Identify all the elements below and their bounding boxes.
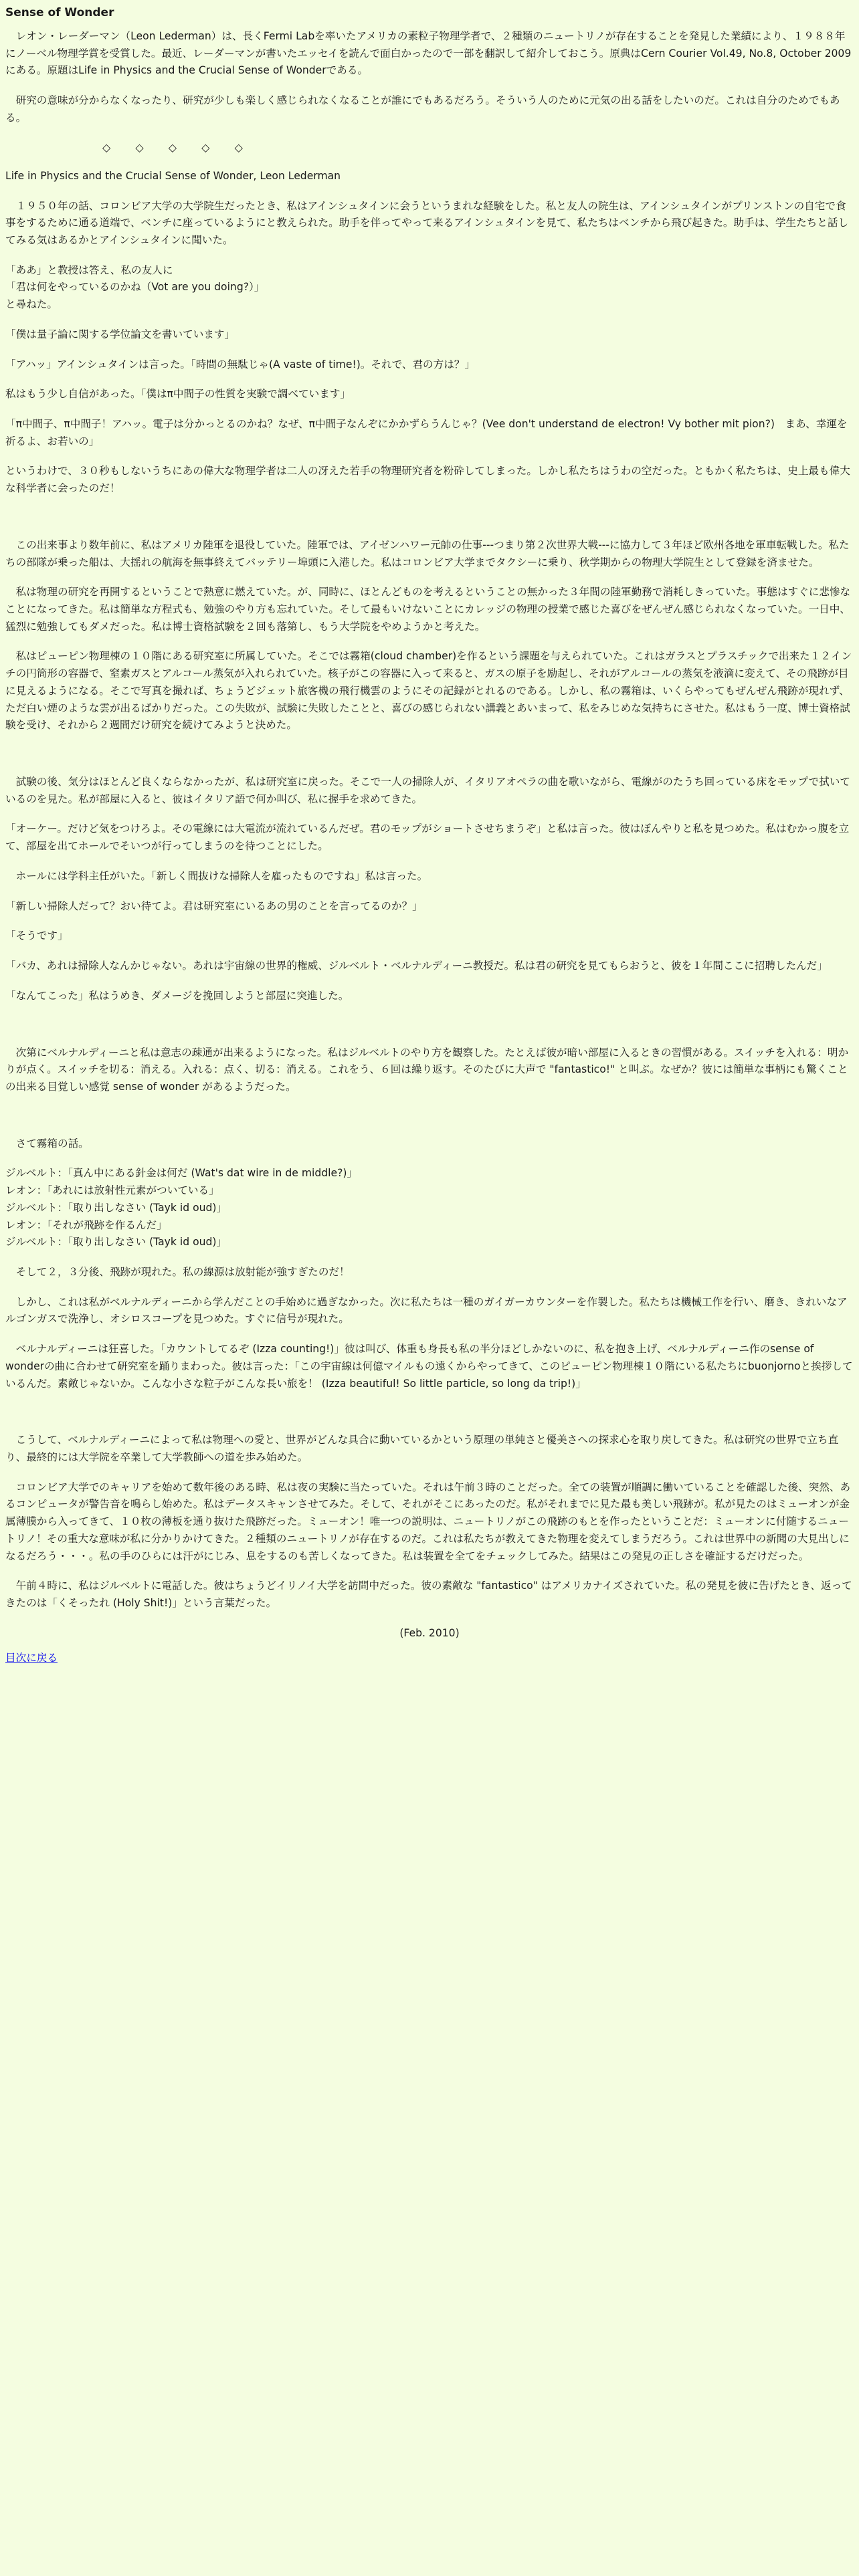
essay-paragraph: さて霧箱の話。 bbox=[5, 1137, 89, 1150]
essay-paragraph: 午前４時に、私はジルベルトに電話した。彼はちょうどイリノイ大学を訪問中だった。彼の素敵な "fantastico" はアメリカナイズされていた。私の発見を彼に告げたとき、返ってきたのは「くそったれ (Holy Shit!)」という言葉だった。 bbox=[5, 1580, 852, 1610]
dialog-line: ジルベルト：「取り出しなさい (Tayk id oud)」 bbox=[5, 1236, 227, 1249]
dialog-line: ジルベルト：「真ん中にある針金は何だ (Wat's dat wire in de middle?)」 bbox=[5, 1167, 358, 1180]
essay-paragraph: コロンビア大学でのキャリアを始めて数年後のある時、私は夜の実験に当たっていた。それは午前３時のことだった。全ての装置が順調に働いていることを確認した後、突然、あるコンピュータが警告音を鳴らし始めた。私はデータスキャンさせてみた。そして、それがそこにあったのだ。私がそれまでに見た最も美しい飛跡が。私が見たのはミューオンが金属薄膜から入ってきて、１０枚の薄板を通り抜けた飛跡だった。ミューオン！唯一つの説明は、ニュートリノがこの飛跡のもとを作ったということだ：ミューオンに付随するニュートリノ！その重大な意味が私に分かりかけてきた。２種類のニュートリノが存在するのだ。これは私たちが教えてきた物理を変えてしまうだろう。これは世界中の新聞の大見出しになるだろう・・・。私の手のひらには汗がにじみ、息をするのも苦しくなってきた。私は装置を全てをチェックしてみた。結果はこの発見の正しさを確証するだけだった。 bbox=[5, 1481, 851, 1562]
essay-paragraph: 「なんてこった」私はうめき、ダメージを挽回しようと部屋に突進した。 bbox=[5, 989, 349, 1002]
dialog-line: 「君は何をやっているのかね（Vot are you doing?）」 bbox=[5, 281, 265, 294]
intro-paragraph: 研究の意味が分からなくなったり、研究が少しも楽しく感じられなくなることが誰にでもあるだろう。そういう人のために元気の出る話をしたいのだ。これは自分のためでもある。 bbox=[5, 94, 840, 124]
section-divider: ◇ ◇ ◇ ◇ ◇ bbox=[102, 141, 254, 154]
essay-paragraph: ホールには学科主任がいた。「新しく間抜けな掃除人を雇ったものですね」私は言った。 bbox=[5, 869, 428, 882]
dialog-line: 「アハッ」アインシュタインは言った。「時間の無駄じゃ(A vaste of time!)。それで、君の方は？」 bbox=[5, 358, 476, 370]
essay-paragraph: こうして、ベルナルディーニによって私は物理への愛と、世界がどんな具合に動いているかという原理の単純さと優美さへの探求心を取り戻してきた。私は研究の世界で立ち直り、最終的には大学院を卒業して大学教師への道を歩み始めた。 bbox=[5, 1434, 839, 1463]
essay-paragraph: 私は物理の研究を再開するということで熱意に燃えていた。が、同時に、ほとんどものを考えるということの無かった３年間の陸軍勤務で消耗しきっていた。事態はすぐに悲惨なことになってきた。私は簡単な方程式も、勉強のやり方も忘れていた。そして最もいけないことにカレッジの物理の授業で感じた喜びをぜんぜん感じられなくなっていた。一日中、猛烈に勉強してもダメだった。私は博士資格試験を２回も落第し、もう大学院をやめようかと考えた。 bbox=[5, 586, 851, 633]
essay-paragraph: 次第にベルナルディーニと私は意志の疎通が出来るようになった。私はジルベルトのやり方を観察した。たとえば彼が暗い部屋に入るときの習慣がある。スイッチを入れる：明かりが点く。スイッチを切る：消える。入れる：点く、切る：消える。これをう、６回は繰り返す。そのたびに大声で "fantastico!" と叫ぶ。なぜか？彼には簡単な事柄にも驚くことの出来る目覚しい感覚 sense of wonder があるようだった。 bbox=[5, 1046, 849, 1093]
page-title: Sense of Wonder bbox=[5, 6, 114, 19]
dialog-block bbox=[5, 262, 854, 314]
date-label: (Feb. 2010) bbox=[399, 1626, 460, 1639]
dialog-line: 「バカ、あれは掃除人なんかじゃない。あれは宇宙線の世界的権威、ジルベルト・ベルナルディーニ教授だ。私は君の研究を見てもらおうと、彼を１年間ここに招聘したんだ」 bbox=[5, 960, 828, 972]
essay-paragraph: 「オーケー。だけど気をつけろよ。その電線には大電流が流れているんだぜ。君のモップがショートさせちまうぞ」と私は言った。彼はぼんやりと私を見つめた。私はむかっ腹を立て、部屋を出てホールでそいつが行ってしまうのを待つことにした。 bbox=[5, 823, 850, 853]
essay-paragraph: しかし、これは私がベルナルディーニから学んだことの手始めに過ぎなかった。次に私たちは一種のガイガーカウンターを作製した。私たちは機械工作を行い、磨き、きれいなアルゴンガスで洗浄し、オシロスコープを見つめた。すぐに信号が現れた。 bbox=[5, 1295, 848, 1325]
section-gap bbox=[5, 1018, 854, 1045]
dialog-block bbox=[5, 1165, 854, 1251]
dialog-line: 「π中間子、π中間子！アハッ。電子は分かっとるのかね？なぜ、π中間子なんぞにかかずらうんじゃ？(Vee don't understand de electron! Vy bother mit pion?) まあ、幸運を祈るよ、お若いの」 bbox=[5, 417, 848, 447]
essay-paragraph: 試験の後、気分はほとんど良くならなかったが、私は研究室に戻った。そこで一人の掃除人が、イタリアオペラの曲を歌いながら、電線がのたうち回っている床をモップで拭いているのを見た。私が部屋に入ると、彼はイタリア語で何か叫び、私に握手を求めてきた。 bbox=[5, 776, 850, 805]
dialog-line: 「新しい掃除人だって？おい待てよ。君は研究室にいるあの男のことを言ってるのか？」 bbox=[5, 899, 423, 912]
section-gap bbox=[5, 1405, 854, 1432]
essay-paragraph: というわけで、３０秒もしないうちにあの偉大な物理学者は二人の冴えた若手の物理研究者を粉砕してしまった。しかし私たちはうわの空だった。ともかく私たちは、史上最も偉大な科学者に会ったのだ！ bbox=[5, 465, 850, 495]
dialog-line: ジルベルト：「取り出しなさい (Tayk id oud)」 bbox=[5, 1201, 227, 1214]
dialog-line: レオン：「それが飛跡を作るんだ」 bbox=[5, 1218, 167, 1231]
dialog-line: 「ああ」と教授は答え、私の友人に bbox=[5, 263, 173, 276]
section-gap bbox=[5, 1109, 854, 1136]
section-gap bbox=[5, 510, 854, 537]
section-gap bbox=[5, 747, 854, 774]
dialog-line: と尋ねた。 bbox=[5, 298, 58, 311]
back-to-toc-link[interactable]: 目次に戻る bbox=[5, 1652, 58, 1665]
essay-paragraph: ベルナルディーニは狂喜した。「カウントしてるぞ (Izza counting!)」彼は叫び、体重も身長も私の半分ほどしかないのに、私を抱き上げ、ベルナルディーニ作のsense of wonderの曲に合わせて研究室を踊りまわった。彼は言った：「この宇宙線は何億マイルもの遠くからやってきて、このピューピン物理棟１０階にいる私たちにbuonjornoと挨拶しているんだ。素敵じゃないか。こんな小さな粒子がこんな長い旅を！ (Izza beautiful! So little particle, so long da trip!)」 bbox=[5, 1343, 853, 1390]
essay-paragraph: 私はピューピン物理棟の１０階にある研究室に所属していた。そこでは霧箱(cloud chamber)を作るという課題を与えられていた。これはガラスとプラスチックで出来た１２インチの円筒形の容器で、窒素ガスとアルコール蒸気が入れられていた。核子がこの容器に入って来ると、ガスの原子を励起し、それがアルコールの蒸気を液滴に変えて、その飛跡が目に見えるようになる。そこで写真を撮れば、ちょうどジェット旅客機の飛行機雲のようにその記録がとれるのである。しかし、私の霧箱は、いくらやってもぜんぜん飛跡が現れず、ただ白い煙のような雲が出るばかりだった。この失敗が、試験に失敗したことと、喜びの感じられない講義とあいまって、私をみじめな気持ちにさせた。私はもう一度、博士資格試験を受け、それから２週間だけ研究を続けてみようと決めた。 bbox=[5, 650, 852, 732]
essay-paragraph: この出来事より数年前に、私はアメリカ陸軍を退役していた。陸軍では、アイゼンハワー元帥の仕事---つまり第２次世界大戦---に協力して３年ほど欧州各地を軍車転戦した。私たちの部隊が乗った船は、大揺れの航海を無事終えてバッテリー埠頭に入港した。私はコロンビア大学までタクシーに乗り、秋学期からの物理大学院生として登録を済ませた。 bbox=[5, 538, 850, 568]
essay-paragraph: そして２，３分後、飛跡が現れた。私の線源は放射能が強すぎたのだ！ bbox=[5, 1265, 350, 1278]
essay-title: Life in Physics and the Crucial Sense of Wonder, Leon Lederman bbox=[5, 169, 341, 182]
dialog-line: 「そうです」 bbox=[5, 930, 68, 942]
dialog-line: レオン：「あれには放射性元素がついている」 bbox=[5, 1184, 219, 1197]
essay-paragraph: １９５０年の話、コロンビア大学の大学院生だったとき、私はアインシュタインに会うというまれな経験をした。私と友人の院生は、アインシュタインがプリンストンの自宅で食事をするために通る道端で、ベンチに座っているようにと教えられた。助手を伴ってやって来るアインシュタインを見て、私たちはベンチから飛び起きた。助手は、学生たちと話してみる気はあるかとアインシュタインに聞いた。 bbox=[5, 199, 849, 246]
intro-paragraph: レオン・レーダーマン（Leon Lederman）は、長くFermi Labを率いたアメリカの素粒子物理学者で、２種類のニュートリノが存在することを発見した業績により、１９８８年にノーベル物理学賞を受賞した。最近、レーダーマンが書いたエッセイを読んで面白かったので一部を翻訳して紹介しておこう。原典はCern Courier Vol.49, No.8, October 2009にある。原題はLife in Physics and the Crucial Sense of Wonderである。 bbox=[5, 29, 852, 77]
essay-paragraph: 私はもう少し自信があった。「僕はπ中間子の性質を実験で調べています」 bbox=[5, 388, 351, 401]
dialog-line: 「僕は量子論に関する学位論文を書いています」 bbox=[5, 328, 235, 340]
